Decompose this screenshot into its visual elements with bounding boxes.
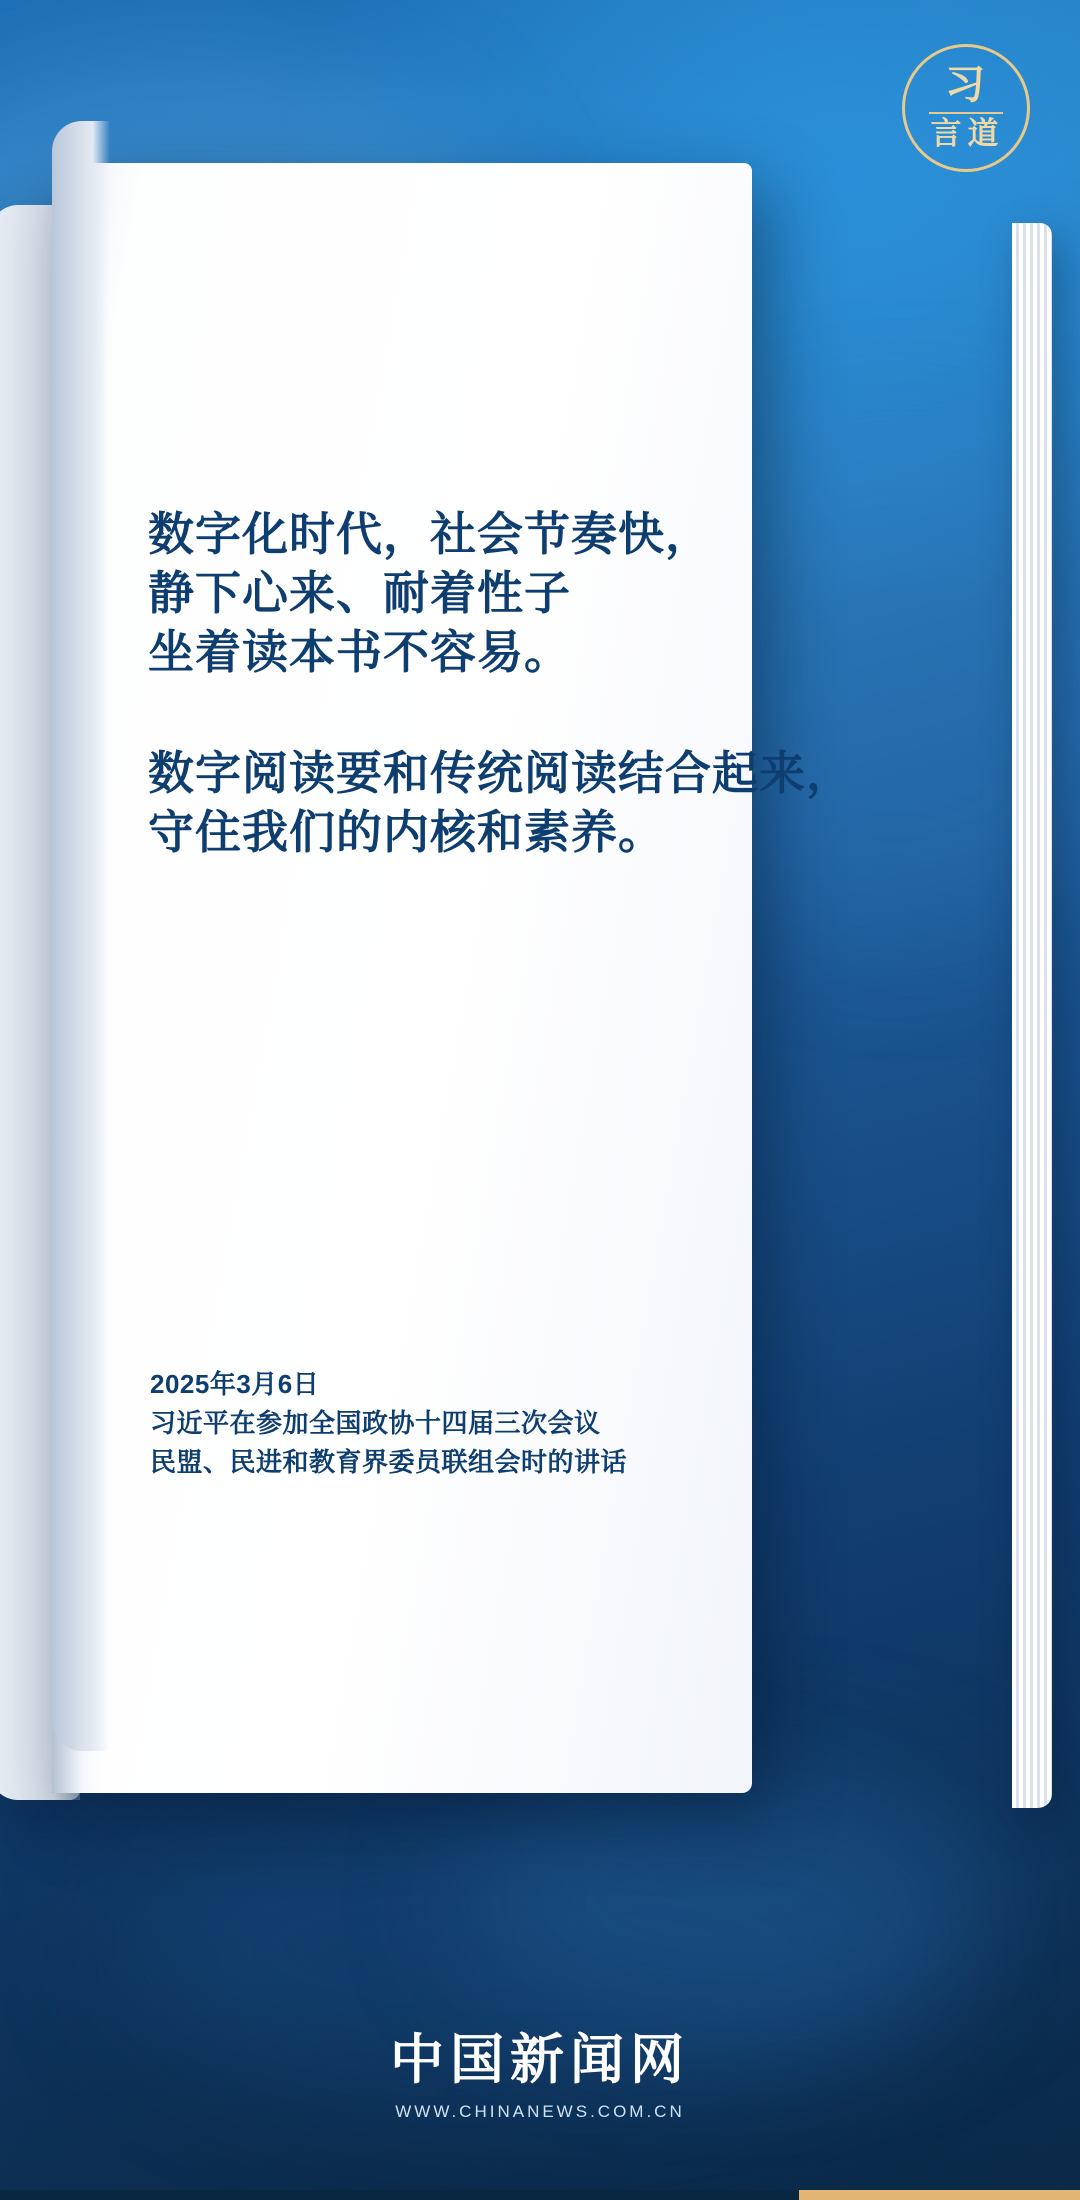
quote-block	[148, 505, 853, 861]
footer-branding	[0, 2027, 1080, 2122]
quote-line: 静下心来、耐着性子	[148, 566, 571, 619]
emblem-char-yan: 言	[930, 115, 965, 152]
xi-yan-dao-emblem	[902, 44, 1030, 172]
book-page-stack-edge	[1012, 223, 1052, 1808]
quote-paragraph-2	[148, 744, 853, 862]
attribution-block	[150, 1365, 627, 1482]
quote-line: 数字化时代，社会节奏快，	[148, 508, 712, 560]
chinanews-url: WWW.CHINANEWS.COM.CN	[395, 2102, 685, 2121]
open-book-graphic	[0, 205, 1080, 1870]
bottom-strip-gold	[799, 2190, 1080, 2200]
quote-line: 数字阅读要和传统阅读结合起来，	[148, 746, 853, 799]
book-right-page	[52, 163, 752, 1793]
emblem-char-dao: 道	[967, 115, 1002, 152]
quote-paragraph-1	[148, 505, 788, 682]
attribution-line-2: 民盟、民进和教育界委员联组会时的讲话	[150, 1447, 628, 1477]
quote-line: 守住我们的内核和素养。	[148, 805, 665, 858]
emblem-bottom-chars	[930, 115, 1002, 152]
bottom-strip-dark	[0, 2190, 799, 2200]
emblem-divider	[929, 112, 1003, 114]
emblem-top-char: 习	[945, 60, 987, 108]
quote-line: 坐着读本书不容易。	[148, 625, 571, 678]
chinanews-logo: 中国新闻网	[390, 2027, 690, 2091]
book-spine-curl	[52, 121, 110, 1751]
attribution-date: 2025年3月6日	[150, 1369, 320, 1399]
bottom-accent-strip	[0, 2190, 1080, 2200]
attribution-line-1: 习近平在参加全国政协十四届三次会议	[150, 1408, 601, 1438]
